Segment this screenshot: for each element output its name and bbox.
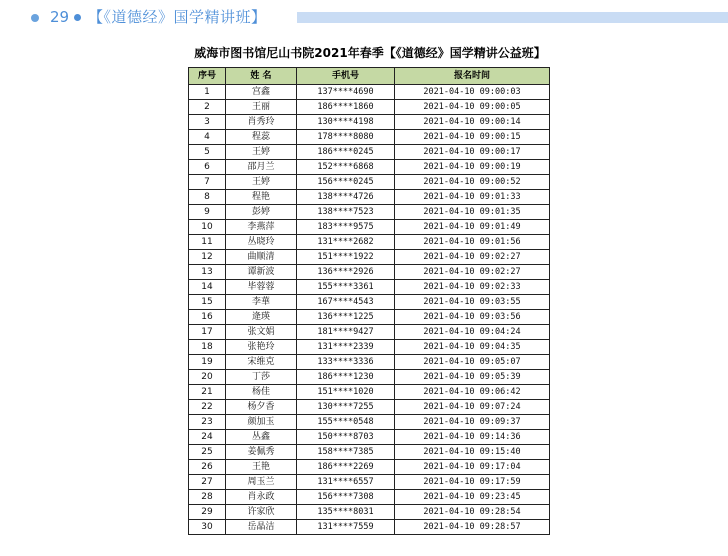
cell-index: 13 [189, 265, 226, 280]
cell-phone: 155****3361 [297, 280, 395, 295]
table-row [189, 310, 550, 325]
cell-name: 程蕊 [226, 130, 297, 145]
cell-signup-time: 2021-04-10 09:17:59 [395, 475, 550, 490]
cell-signup-time: 2021-04-10 09:00:17 [395, 145, 550, 160]
bullet-dot-icon [74, 14, 81, 21]
cell-phone: 186****0245 [297, 145, 395, 160]
cell-phone: 131****2339 [297, 340, 395, 355]
cell-phone: 131****6557 [297, 475, 395, 490]
cell-signup-time: 2021-04-10 09:03:55 [395, 295, 550, 310]
cell-index: 8 [189, 190, 226, 205]
table-row [189, 400, 550, 415]
cell-name: 许家欣 [226, 505, 297, 520]
cell-name: 杨佳 [226, 385, 297, 400]
cell-phone: 138****4726 [297, 190, 395, 205]
cell-index: 15 [189, 295, 226, 310]
table-row [189, 385, 550, 400]
table-row [189, 295, 550, 310]
cell-phone: 156****0245 [297, 175, 395, 190]
cell-name: 周玉兰 [226, 475, 297, 490]
table-row [189, 460, 550, 475]
cell-name: 岳晶洁 [226, 520, 297, 535]
cell-signup-time: 2021-04-10 09:00:05 [395, 100, 550, 115]
cell-index: 6 [189, 160, 226, 175]
table-row [189, 280, 550, 295]
header-decor-bar [297, 12, 728, 23]
cell-signup-time: 2021-04-10 09:01:33 [395, 190, 550, 205]
cell-signup-time: 2021-04-10 09:00:14 [395, 115, 550, 130]
cell-phone: 135****8031 [297, 505, 395, 520]
signup-table [188, 67, 550, 535]
cell-index: 21 [189, 385, 226, 400]
cell-phone: 183****9575 [297, 220, 395, 235]
cell-name: 肖秀玲 [226, 115, 297, 130]
cell-signup-time: 2021-04-10 09:01:49 [395, 220, 550, 235]
cell-index: 2 [189, 100, 226, 115]
table-row [189, 85, 550, 100]
cell-signup-time: 2021-04-10 09:05:07 [395, 355, 550, 370]
cell-signup-time: 2021-04-10 09:01:56 [395, 235, 550, 250]
table-row [189, 445, 550, 460]
bullet-dot-icon [31, 14, 39, 22]
table-row [189, 160, 550, 175]
cell-phone: 136****1225 [297, 310, 395, 325]
cell-name: 丛晓玲 [226, 235, 297, 250]
column-header-name: 姓 名 [226, 68, 297, 85]
cell-index: 20 [189, 370, 226, 385]
cell-signup-time: 2021-04-10 09:15:40 [395, 445, 550, 460]
cell-name: 宋维克 [226, 355, 297, 370]
cell-signup-time: 2021-04-10 09:00:15 [395, 130, 550, 145]
table-row [189, 145, 550, 160]
table-row [189, 250, 550, 265]
cell-name: 王艳 [226, 460, 297, 475]
cell-phone: 155****0548 [297, 415, 395, 430]
column-header-index: 序号 [189, 68, 226, 85]
cell-signup-time: 2021-04-10 09:05:39 [395, 370, 550, 385]
cell-name: 毕蓉蓉 [226, 280, 297, 295]
table-row [189, 430, 550, 445]
cell-phone: 186****1230 [297, 370, 395, 385]
section-header [22, 6, 722, 30]
cell-index: 9 [189, 205, 226, 220]
cell-phone: 181****9427 [297, 325, 395, 340]
cell-signup-time: 2021-04-10 09:00:19 [395, 160, 550, 175]
table-row [189, 115, 550, 130]
cell-phone: 130****4198 [297, 115, 395, 130]
cell-index: 1 [189, 85, 226, 100]
table-row [189, 265, 550, 280]
cell-phone: 152****6868 [297, 160, 395, 175]
cell-name: 邵月兰 [226, 160, 297, 175]
cell-name: 丛鑫 [226, 430, 297, 445]
cell-phone: 150****8703 [297, 430, 395, 445]
cell-name: 姜佩秀 [226, 445, 297, 460]
cell-index: 5 [189, 145, 226, 160]
cell-name: 谭新波 [226, 265, 297, 280]
cell-index: 10 [189, 220, 226, 235]
cell-index: 19 [189, 355, 226, 370]
cell-signup-time: 2021-04-10 09:28:54 [395, 505, 550, 520]
table-row [189, 205, 550, 220]
cell-signup-time: 2021-04-10 09:00:52 [395, 175, 550, 190]
cell-signup-time: 2021-04-10 09:06:42 [395, 385, 550, 400]
cell-phone: 186****2269 [297, 460, 395, 475]
cell-index: 22 [189, 400, 226, 415]
cell-name: 肖永政 [226, 490, 297, 505]
cell-phone: 156****7308 [297, 490, 395, 505]
cell-index: 24 [189, 430, 226, 445]
cell-signup-time: 2021-04-10 09:03:56 [395, 310, 550, 325]
cell-signup-time: 2021-04-10 09:02:27 [395, 265, 550, 280]
cell-name: 逄瑛 [226, 310, 297, 325]
cell-name: 王婷 [226, 175, 297, 190]
cell-name: 宫鑫 [226, 85, 297, 100]
section-title: 【《道德经》国学精讲班】 [88, 8, 267, 26]
cell-signup-time: 2021-04-10 09:04:24 [395, 325, 550, 340]
table-row [189, 475, 550, 490]
cell-index: 3 [189, 115, 226, 130]
table-row [189, 220, 550, 235]
cell-name: 李華 [226, 295, 297, 310]
cell-index: 28 [189, 490, 226, 505]
table-row [189, 355, 550, 370]
table-row [189, 235, 550, 250]
section-number: 29 [50, 8, 70, 26]
table-row [189, 130, 550, 145]
table-row [189, 415, 550, 430]
table-row [189, 505, 550, 520]
cell-phone: 158****7385 [297, 445, 395, 460]
cell-name: 曲顺清 [226, 250, 297, 265]
cell-name: 王婷 [226, 145, 297, 160]
table-row [189, 370, 550, 385]
cell-index: 29 [189, 505, 226, 520]
cell-index: 23 [189, 415, 226, 430]
cell-signup-time: 2021-04-10 09:01:35 [395, 205, 550, 220]
cell-signup-time: 2021-04-10 09:17:04 [395, 460, 550, 475]
cell-phone: 138****7523 [297, 205, 395, 220]
cell-signup-time: 2021-04-10 09:09:37 [395, 415, 550, 430]
cell-name: 丁莎 [226, 370, 297, 385]
cell-index: 4 [189, 130, 226, 145]
document-title: 威海市图书馆尼山书院2021年春季【《道德经》国学精讲公益班】 [194, 46, 546, 60]
cell-signup-time: 2021-04-10 09:28:57 [395, 520, 550, 535]
cell-index: 26 [189, 460, 226, 475]
cell-index: 12 [189, 250, 226, 265]
table-row [189, 520, 550, 535]
cell-signup-time: 2021-04-10 09:23:45 [395, 490, 550, 505]
cell-index: 14 [189, 280, 226, 295]
cell-phone: 178****8080 [297, 130, 395, 145]
column-header-phone: 手机号 [297, 68, 395, 85]
cell-index: 30 [189, 520, 226, 535]
cell-phone: 130****7255 [297, 400, 395, 415]
cell-signup-time: 2021-04-10 09:07:24 [395, 400, 550, 415]
cell-index: 27 [189, 475, 226, 490]
cell-name: 王丽 [226, 100, 297, 115]
cell-phone: 136****2926 [297, 265, 395, 280]
cell-index: 11 [189, 235, 226, 250]
cell-index: 7 [189, 175, 226, 190]
cell-name: 彭婷 [226, 205, 297, 220]
table-row [189, 340, 550, 355]
cell-name: 张艳玲 [226, 340, 297, 355]
cell-index: 25 [189, 445, 226, 460]
cell-name: 颜加玉 [226, 415, 297, 430]
table-header-row [189, 68, 550, 85]
cell-phone: 151****1922 [297, 250, 395, 265]
cell-signup-time: 2021-04-10 09:00:03 [395, 85, 550, 100]
table-row [189, 490, 550, 505]
cell-name: 杨夕香 [226, 400, 297, 415]
cell-phone: 133****3336 [297, 355, 395, 370]
cell-name: 李燕萍 [226, 220, 297, 235]
cell-signup-time: 2021-04-10 09:02:33 [395, 280, 550, 295]
cell-index: 16 [189, 310, 226, 325]
table-row [189, 175, 550, 190]
cell-name: 张文娟 [226, 325, 297, 340]
cell-signup-time: 2021-04-10 09:02:27 [395, 250, 550, 265]
cell-phone: 151****1020 [297, 385, 395, 400]
cell-index: 17 [189, 325, 226, 340]
table-row [189, 190, 550, 205]
cell-name: 程艳 [226, 190, 297, 205]
cell-signup-time: 2021-04-10 09:04:35 [395, 340, 550, 355]
cell-phone: 131****2682 [297, 235, 395, 250]
cell-phone: 137****4690 [297, 85, 395, 100]
cell-phone: 131****7559 [297, 520, 395, 535]
table-row [189, 325, 550, 340]
cell-signup-time: 2021-04-10 09:14:36 [395, 430, 550, 445]
cell-phone: 186****1860 [297, 100, 395, 115]
cell-phone: 167****4543 [297, 295, 395, 310]
cell-index: 18 [189, 340, 226, 355]
column-header-time: 报名时间 [395, 68, 550, 85]
table-row [189, 100, 550, 115]
